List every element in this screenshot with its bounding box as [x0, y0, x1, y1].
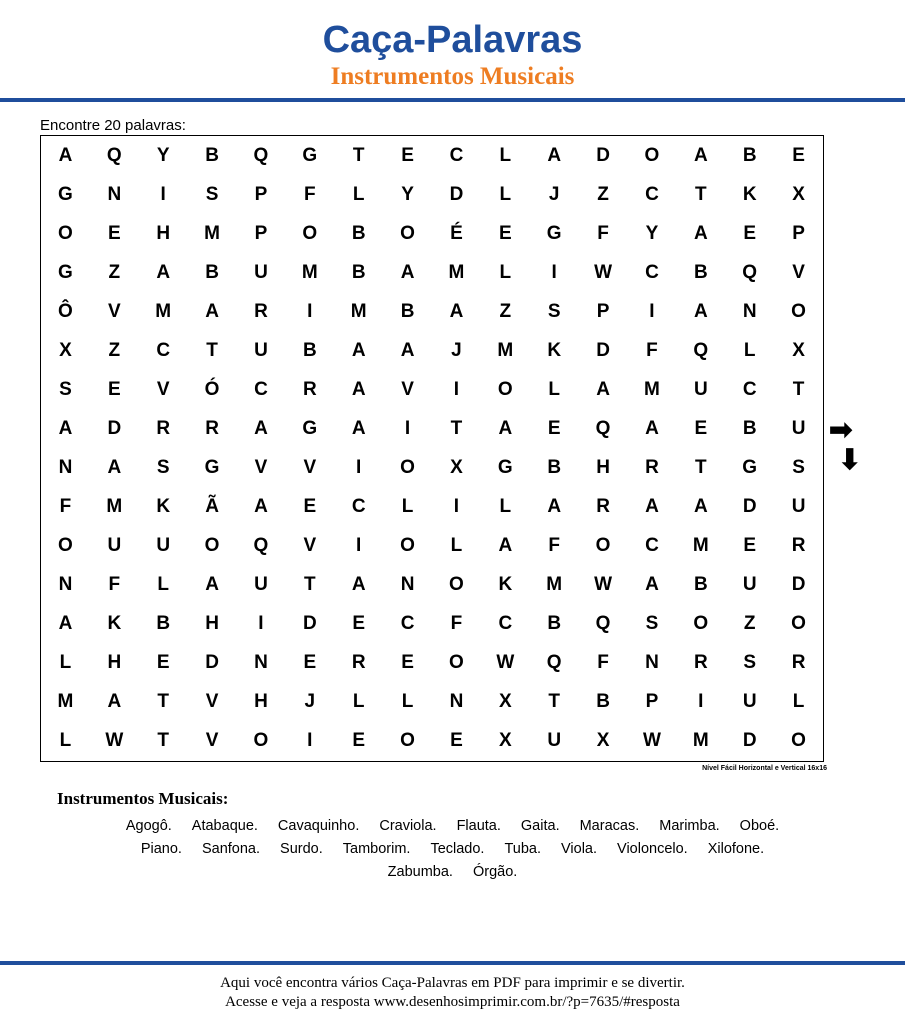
grid-cell[interactable]: L [499, 496, 512, 518]
arrow-right-icon: ➡ [829, 414, 853, 445]
grid-cell[interactable]: U [254, 339, 268, 361]
grid-cell[interactable]: G [546, 222, 562, 244]
grid-cell[interactable]: O [791, 730, 806, 752]
grid-cell[interactable]: Q [595, 417, 611, 439]
grid-cell[interactable]: F [108, 574, 121, 596]
grid-cell[interactable]: E [498, 222, 512, 244]
grid-cell[interactable]: U [742, 574, 757, 596]
grid-cell[interactable]: O [58, 222, 73, 244]
grid-cell[interactable]: A [205, 300, 219, 322]
grid-cell[interactable]: O [693, 613, 709, 635]
grid-cell[interactable]: E [303, 652, 317, 674]
grid-cell[interactable]: C [156, 339, 171, 361]
grid-cell[interactable]: E [792, 144, 805, 166]
grid-cell[interactable]: E [450, 730, 463, 752]
grid-cell[interactable]: X [498, 730, 512, 752]
grid-cell[interactable]: O [644, 144, 660, 166]
grid-cell[interactable]: A [498, 535, 513, 557]
grid-cell[interactable]: E [107, 378, 121, 400]
grid-cell[interactable]: A [498, 417, 513, 439]
grid-cell[interactable]: M [350, 300, 367, 322]
grid-cell[interactable]: X [498, 691, 512, 713]
grid-cell[interactable]: V [303, 535, 317, 557]
grid-cell[interactable]: D [449, 183, 464, 205]
word-list-item: Atabaque. [191, 818, 258, 834]
grid-cell[interactable]: L [450, 535, 463, 557]
grid-cell[interactable]: A [400, 339, 415, 361]
grid-cell[interactable]: L [401, 496, 414, 518]
grid-cell[interactable]: R [302, 378, 317, 400]
grid-cell[interactable]: L [499, 144, 512, 166]
grid-cell[interactable]: D [742, 496, 757, 518]
grid-cell[interactable]: U [791, 496, 806, 518]
grid-cell[interactable]: G [302, 417, 318, 439]
grid-cell[interactable]: S [156, 457, 170, 479]
grid-cell[interactable]: S [792, 457, 805, 479]
grid-cell[interactable]: E [156, 652, 170, 674]
grid-cell[interactable]: U [254, 261, 268, 283]
grid-cell[interactable]: T [157, 730, 169, 752]
grid-cell[interactable]: M [644, 378, 660, 400]
bottom-divider [0, 961, 905, 965]
grid-cell[interactable]: X [596, 730, 610, 752]
grid-cell[interactable]: L [59, 730, 72, 752]
grid-cell[interactable]: T [548, 691, 560, 713]
grid-cell[interactable]: N [645, 652, 659, 674]
grid-cell[interactable]: E [303, 496, 317, 518]
grid-cell[interactable]: C [498, 613, 513, 635]
grid-cell[interactable]: E [694, 417, 708, 439]
word-list-item: Oboé. [739, 818, 780, 834]
grid-cell[interactable]: M [546, 574, 563, 596]
grid-cell[interactable]: E [352, 730, 366, 752]
grid-cell[interactable]: B [302, 339, 317, 361]
grid-cell[interactable]: E [547, 417, 561, 439]
grid-cell[interactable]: T [352, 144, 365, 166]
grid-cell[interactable]: Y [156, 144, 170, 166]
page-title: Caça-Palavras [322, 19, 583, 61]
grid-cell[interactable]: I [551, 261, 557, 283]
grid-cell[interactable]: L [352, 691, 365, 713]
grid-cell[interactable]: G [58, 261, 73, 283]
grid-cell[interactable]: U [693, 378, 708, 400]
grid-cell[interactable]: C [254, 378, 268, 400]
grid-cell[interactable]: B [156, 613, 171, 635]
grid-cell[interactable]: V [792, 261, 805, 283]
grid-cell[interactable]: E [743, 535, 757, 557]
grid-cell[interactable]: L [548, 378, 560, 400]
grid-cell[interactable]: T [695, 183, 707, 205]
grid-cell[interactable]: R [791, 535, 806, 557]
footer [0, 974, 905, 1012]
grid-cell[interactable]: B [693, 261, 708, 283]
grid-cell[interactable]: F [59, 496, 72, 518]
grid-cell[interactable]: A [547, 496, 562, 518]
grid-cell[interactable]: M [155, 300, 172, 322]
grid-cell[interactable]: Q [253, 535, 269, 557]
grid-cell[interactable]: A [351, 574, 366, 596]
grid-cell[interactable]: O [497, 378, 513, 400]
grid-cell[interactable]: I [307, 300, 313, 322]
word-list-item: Gaita. [520, 818, 560, 834]
word-list-item: Cavaquinho. [277, 818, 360, 834]
grid-cell[interactable]: B [547, 457, 562, 479]
grid-cell[interactable]: D [791, 574, 806, 596]
grid-cell[interactable]: A [254, 417, 268, 439]
grid-cell[interactable]: J [548, 183, 560, 205]
grid-cell[interactable]: A [351, 378, 366, 400]
grid-cell[interactable]: P [792, 222, 805, 244]
grid-cell[interactable]: D [596, 144, 610, 166]
grid-cell[interactable]: O [204, 535, 220, 557]
grid-cell[interactable]: I [453, 496, 460, 518]
grid-cell[interactable]: A [449, 300, 464, 322]
grid-cell[interactable]: L [499, 183, 512, 205]
word-list-item: Tuba. [504, 841, 542, 857]
grid-cell[interactable]: X [792, 339, 805, 361]
grid-cell[interactable]: V [107, 300, 121, 322]
grid-cell[interactable]: L [401, 691, 414, 713]
word-list-item: Xilofone. [707, 841, 765, 857]
grid-cell[interactable]: X [450, 457, 463, 479]
grid-cell[interactable]: A [400, 261, 415, 283]
word-list-title: Instrumentos Musicais: [57, 789, 229, 808]
level-note: Nível Fácil Horizontal e Vertical 16x16 [702, 765, 827, 772]
grid-cell[interactable]: A [205, 574, 219, 596]
word-list-item: Piano. [140, 841, 182, 857]
grid-cell[interactable]: B [547, 613, 562, 635]
grid-cell[interactable]: C [449, 144, 464, 166]
grid-cell[interactable]: W [642, 730, 661, 752]
grid-cell[interactable]: C [645, 261, 659, 283]
grid-cell[interactable]: Q [253, 144, 269, 166]
grid-cell[interactable]: A [107, 457, 122, 479]
grid-cell[interactable]: O [400, 535, 415, 557]
grid-cell[interactable]: A [156, 261, 171, 283]
grid-cell[interactable]: R [254, 300, 268, 322]
grid-cell[interactable]: J [451, 339, 462, 361]
grid-cell[interactable]: F [450, 613, 463, 635]
grid-cell[interactable]: U [107, 535, 122, 557]
grid-cell[interactable]: A [693, 222, 708, 244]
grid-cell[interactable]: O [449, 652, 464, 674]
grid-cell[interactable]: A [58, 613, 73, 635]
grid-cell[interactable]: F [646, 339, 658, 361]
word-list-item: Violoncelo. [617, 841, 688, 857]
grid-cell[interactable]: Ã [205, 496, 219, 518]
grid-cell[interactable]: K [742, 183, 757, 205]
grid-cell[interactable]: P [254, 222, 268, 244]
grid-cell[interactable]: W [594, 574, 613, 596]
top-divider [0, 98, 905, 102]
grid-cell[interactable]: W [105, 730, 124, 752]
grid-cell[interactable]: I [356, 535, 362, 557]
grid-cell[interactable]: A [351, 339, 366, 361]
grid-cell[interactable]: T [157, 691, 169, 713]
grid-cell[interactable]: K [547, 339, 562, 361]
footer-line-1: Aqui você encontra vários Caça-Palavras em PDF para imprimir e se divertir. [220, 975, 685, 991]
grid-cell[interactable]: Ô [58, 300, 73, 322]
grid-cell[interactable]: M [692, 535, 709, 557]
grid-cell[interactable]: I [698, 691, 704, 713]
grid-cell[interactable]: H [205, 613, 219, 635]
grid-cell[interactable]: B [400, 300, 415, 322]
grid-cell[interactable]: U [254, 574, 268, 596]
grid-cell[interactable]: Z [743, 613, 756, 635]
grid-cell[interactable]: P [596, 300, 610, 322]
grid-cell[interactable]: O [400, 457, 415, 479]
grid-cell[interactable]: X [59, 339, 72, 361]
word-list-item: Viola. [561, 841, 598, 857]
word-list-item: Marimba. [659, 818, 720, 834]
grid-cell[interactable]: B [693, 574, 708, 596]
grid-cell[interactable]: N [449, 691, 464, 713]
grid-cell[interactable]: O [302, 222, 318, 244]
grid-cell[interactable]: Z [597, 183, 609, 205]
grid-cell[interactable]: K [498, 574, 513, 596]
grid-cell[interactable]: O [58, 535, 73, 557]
grid-cell[interactable]: I [258, 613, 264, 635]
word-search-grid [41, 136, 823, 761]
grid-cell[interactable]: I [307, 730, 313, 752]
grid-cell[interactable]: A [58, 417, 73, 439]
grid-cell[interactable]: R [205, 417, 219, 439]
word-list-item: Tamborim. [342, 841, 411, 857]
grid-cell[interactable]: T [450, 417, 463, 439]
grid-cell[interactable]: B [596, 691, 610, 713]
grid-cell[interactable]: O [449, 574, 464, 596]
grid-cell[interactable]: S [59, 378, 72, 400]
grid-cell[interactable]: S [205, 183, 219, 205]
grid-cell[interactable]: F [548, 535, 560, 557]
grid-cell[interactable]: W [594, 261, 613, 283]
grid-cell[interactable]: C [351, 496, 366, 518]
grid-cell[interactable]: O [253, 730, 269, 752]
grid-cell[interactable]: W [496, 652, 515, 674]
grid-cell[interactable]: I [453, 378, 460, 400]
word-list-item: Maracas. [579, 818, 640, 834]
grid-cell[interactable]: O [400, 222, 415, 244]
grid-cell[interactable]: B [205, 144, 219, 166]
grid-cell[interactable]: C [645, 535, 659, 557]
grid-cell[interactable]: A [693, 300, 708, 322]
grid-cell[interactable]: E [107, 222, 121, 244]
grid-cell[interactable]: T [304, 574, 316, 596]
grid-cell[interactable]: R [645, 457, 659, 479]
grid-cell[interactable]: A [645, 496, 659, 518]
grid-cell[interactable]: R [596, 496, 610, 518]
grid-cell[interactable]: G [204, 457, 220, 479]
word-list-item: Surdo. [280, 841, 323, 857]
grid-cell[interactable]: L [157, 574, 169, 596]
grid-cell[interactable]: Z [108, 261, 121, 283]
word-list [60, 815, 845, 884]
grid-cell[interactable]: M [497, 339, 514, 361]
grid-cell[interactable]: E [352, 613, 366, 635]
grid-cell[interactable]: P [645, 691, 659, 713]
grid-cell[interactable]: O [400, 730, 415, 752]
grid-cell[interactable]: D [302, 613, 317, 635]
grid-cell[interactable]: X [792, 183, 805, 205]
grid-cell[interactable]: V [254, 457, 268, 479]
grid-cell[interactable]: L [499, 261, 512, 283]
grid-cell[interactable]: Y [645, 222, 659, 244]
grid-cell[interactable]: O [791, 300, 806, 322]
grid-cell[interactable]: N [58, 457, 73, 479]
grid-cell[interactable]: V [156, 378, 170, 400]
grid-cell[interactable]: N [400, 574, 415, 596]
grid-cell[interactable]: Y [401, 183, 414, 205]
grid-cell[interactable]: Ó [204, 378, 220, 400]
grid-cell[interactable]: A [693, 496, 708, 518]
grid-cell[interactable]: S [547, 300, 561, 322]
grid-cell[interactable]: E [743, 222, 757, 244]
grid-cell[interactable]: B [351, 222, 366, 244]
grid-cell[interactable]: N [107, 183, 122, 205]
grid-cell[interactable]: H [107, 652, 122, 674]
grid-cell[interactable]: N [58, 574, 73, 596]
grid-cell[interactable]: Z [499, 300, 512, 322]
grid-cell[interactable]: J [304, 691, 316, 713]
grid-cell[interactable]: D [107, 417, 122, 439]
grid-cell[interactable]: B [351, 261, 366, 283]
grid-cell[interactable]: O [595, 535, 611, 557]
grid-cell[interactable]: T [695, 457, 707, 479]
word-search-grid-frame [40, 135, 824, 762]
grid-cell[interactable]: B [742, 417, 757, 439]
grid-cell[interactable]: P [254, 183, 268, 205]
grid-cell[interactable]: S [743, 652, 757, 674]
grid-cell[interactable]: V [401, 378, 414, 400]
grid-cell[interactable]: B [205, 261, 219, 283]
page-subtitle: Instrumentos Musicais [330, 63, 575, 90]
grid-cell[interactable]: L [743, 339, 756, 361]
instructions-text: Encontre 20 palavras: [40, 117, 186, 134]
grid-cell[interactable]: A [645, 417, 659, 439]
grid-cell[interactable]: G [302, 144, 318, 166]
grid-cell[interactable]: Q [693, 339, 709, 361]
grid-cell[interactable]: A [107, 691, 122, 713]
grid-cell[interactable]: R [156, 417, 171, 439]
grid-cell[interactable]: U [791, 417, 806, 439]
grid-cell[interactable]: Q [595, 613, 611, 635]
grid-cell[interactable]: D [596, 339, 610, 361]
grid-cell[interactable]: B [742, 144, 757, 166]
grid-cell[interactable]: U [156, 535, 171, 557]
grid-cell[interactable]: A [58, 144, 73, 166]
grid-cell[interactable]: M [106, 496, 123, 518]
grid-cell[interactable]: G [742, 457, 758, 479]
grid-cell[interactable]: L [59, 652, 72, 674]
grid-cell[interactable]: E [401, 652, 414, 674]
grid-cell[interactable]: U [742, 691, 757, 713]
grid-cell[interactable]: F [597, 652, 609, 674]
grid-cell[interactable]: S [645, 613, 659, 635]
grid-cell[interactable]: N [742, 300, 757, 322]
word-list-item: Sanfona. [201, 841, 261, 857]
grid-cell[interactable]: Q [546, 652, 562, 674]
grid-cell[interactable]: Q [742, 261, 758, 283]
grid-cell[interactable]: T [792, 378, 805, 400]
word-list-item: Craviola. [379, 818, 437, 834]
grid-cell[interactable]: R [693, 652, 708, 674]
grid-cell[interactable]: K [156, 496, 171, 518]
grid-cell[interactable]: D [205, 652, 219, 674]
grid-cell[interactable]: É [450, 222, 463, 244]
grid-cell[interactable]: C [400, 613, 415, 635]
grid-cell[interactable]: M [204, 222, 220, 244]
grid-cell[interactable]: C [742, 378, 757, 400]
grid-cell[interactable]: E [401, 144, 414, 166]
grid-cell[interactable]: M [448, 261, 465, 283]
grid-cell[interactable]: M [301, 261, 318, 283]
grid-cell[interactable]: K [107, 613, 122, 635]
grid-cell[interactable]: V [303, 457, 317, 479]
grid-cell[interactable]: F [597, 222, 609, 244]
grid-cell[interactable]: F [304, 183, 316, 205]
word-list-item: Flauta. [456, 818, 501, 834]
grid-cell[interactable]: Z [108, 339, 121, 361]
grid-cell[interactable]: A [351, 417, 366, 439]
grid-cell[interactable]: H [156, 222, 171, 244]
grid-cell[interactable]: G [497, 457, 513, 479]
grid-cell[interactable]: A [645, 574, 659, 596]
word-list-item: Teclado. [430, 841, 485, 857]
grid-cell[interactable]: A [254, 496, 268, 518]
grid-cell[interactable]: G [58, 183, 73, 205]
grid-cell[interactable]: U [547, 730, 562, 752]
word-list-item: Agogô. [125, 818, 172, 834]
grid-cell[interactable]: M [692, 730, 709, 752]
grid-cell[interactable]: M [57, 691, 74, 713]
grid-cell[interactable]: I [649, 300, 655, 322]
grid-cell[interactable]: C [645, 183, 659, 205]
word-list-item: Órgão. [472, 864, 518, 880]
arrow-down-icon: ⬇ [838, 444, 862, 475]
grid-cell[interactable]: A [596, 378, 610, 400]
grid-cell[interactable]: D [742, 730, 757, 752]
grid-cell[interactable]: R [791, 652, 806, 674]
grid-cell[interactable]: I [356, 457, 362, 479]
grid-cell[interactable]: A [693, 144, 708, 166]
grid-cell[interactable]: I [160, 183, 166, 205]
grid-cell[interactable]: N [254, 652, 268, 674]
grid-cell[interactable]: I [404, 417, 411, 439]
grid-cell[interactable]: A [547, 144, 562, 166]
grid-cell[interactable]: R [351, 652, 366, 674]
grid-cell[interactable]: L [792, 691, 805, 713]
grid-cell[interactable]: T [206, 339, 218, 361]
grid-cell[interactable]: V [205, 691, 219, 713]
grid-cell[interactable]: O [791, 613, 806, 635]
grid-cell[interactable]: H [254, 691, 268, 713]
grid-cell[interactable]: V [205, 730, 219, 752]
grid-cell[interactable]: L [352, 183, 365, 205]
word-list-item: Zabumba. [387, 864, 453, 880]
grid-cell[interactable]: H [596, 457, 610, 479]
footer-line-2: Acesse e veja a resposta www.desenhosimprimir.com.br/?p=7635/#resposta [225, 994, 680, 1010]
grid-cell[interactable]: Q [106, 144, 122, 166]
